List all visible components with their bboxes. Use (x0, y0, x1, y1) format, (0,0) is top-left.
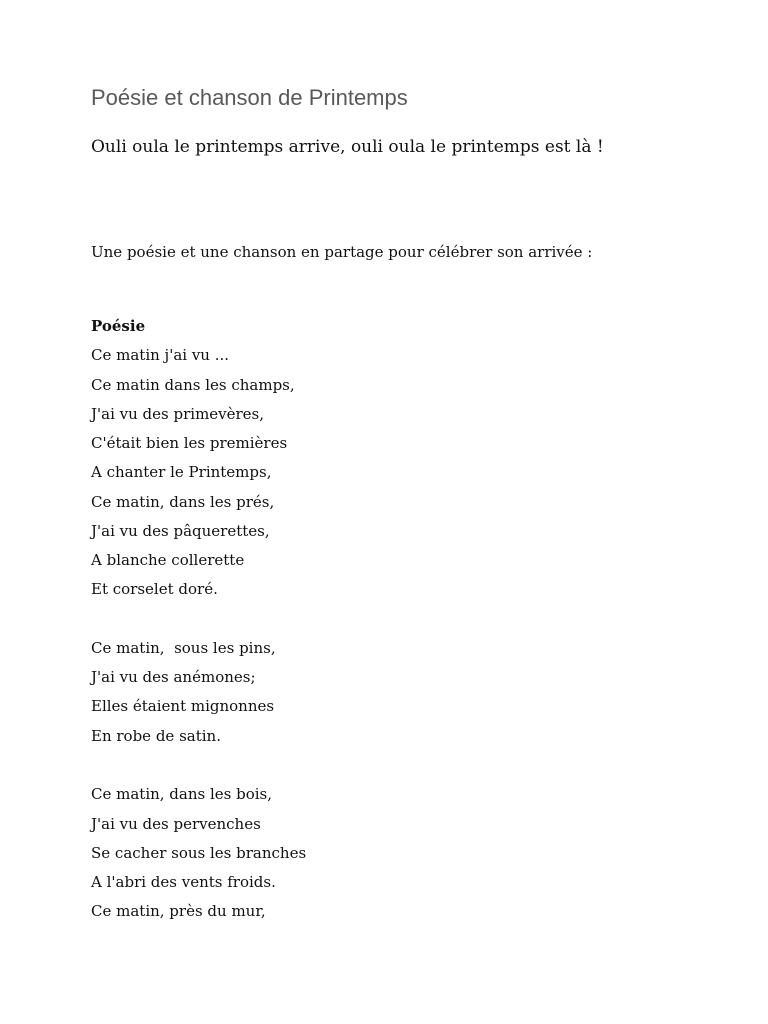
poem-line: Ce matin j'ai vu ... (91, 346, 230, 365)
document-title: Poésie et chanson de Printemps (91, 85, 408, 110)
poem-line: Se cacher sous les branches (91, 843, 307, 862)
poem-line: A l'abri des vents froids. (91, 873, 276, 892)
poem-line: C'était bien les premières (91, 434, 288, 453)
poem-line: J'ai vu des pâquerettes, (91, 521, 270, 540)
document-subtitle: Ouli oula le printemps arrive, ouli oula le printemps est là ! (91, 137, 604, 157)
poem-line: Ce matin, dans les prés, (91, 492, 275, 511)
intro-paragraph: Une poésie et une chanson en partage pour célébrer son arrivée : (91, 243, 593, 261)
poem-line: J'ai vu des pervenches (91, 814, 261, 833)
poem-heading: Poésie (91, 317, 146, 335)
poem-line: Ce matin, près du mur, (91, 902, 266, 921)
poem-stanza-break (91, 753, 306, 782)
poem-block (91, 314, 306, 929)
poem-line: A blanche collerette (91, 551, 245, 570)
poem-line: J'ai vu des primevères, (91, 404, 265, 423)
poem-line: Elles étaient mignonnes (91, 697, 275, 716)
poem-line: Et corselet doré. (91, 580, 218, 599)
poem-line: Ce matin, sous les pins, (91, 638, 276, 657)
poem-line: A chanter le Printemps, (91, 463, 272, 482)
poem-stanza-break (91, 607, 306, 636)
poem-line: En robe de satin. (91, 726, 221, 745)
poem-line: Ce matin dans les champs, (91, 375, 295, 394)
poem-line: J'ai vu des anémones; (91, 668, 256, 687)
poem-line: Ce matin, dans les bois, (91, 785, 273, 804)
